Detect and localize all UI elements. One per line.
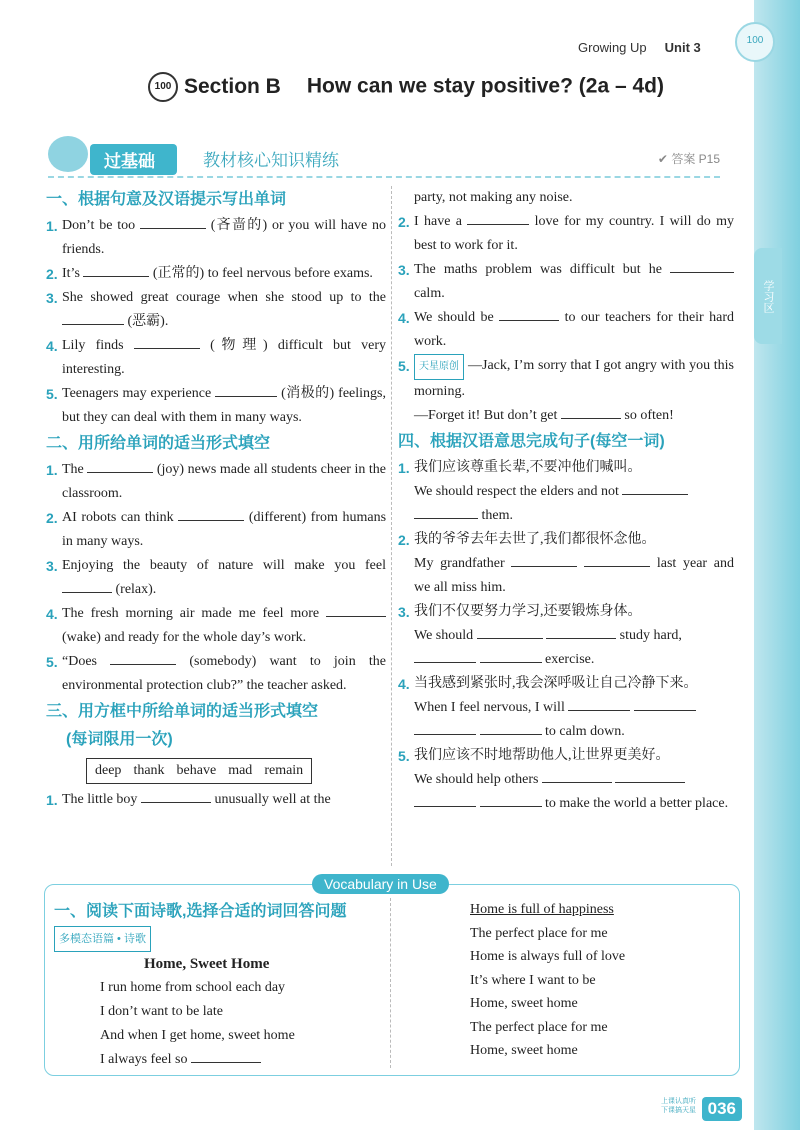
answer-blank[interactable] (499, 306, 559, 321)
vocabulary-tag: Vocabulary in Use (312, 874, 449, 894)
exercise-item: 1. The (joy) news made all students cheer in the classroom. (46, 458, 386, 506)
poem-line: The perfect place for me (470, 1019, 608, 1035)
poem-left (54, 898, 384, 1072)
side-tab: 学习区 (754, 248, 782, 344)
section-4-heading: 四、根据汉语意思完成句子(每空一词) (398, 433, 665, 450)
answer-blank[interactable] (634, 696, 696, 711)
check-icon: ✔ (657, 152, 672, 166)
exercise-item: 4. 当我感到紧张时,我会深呼吸让自己冷静下来。 When I feel nervous, I will to calm down. (398, 676, 698, 739)
answer-blank[interactable] (62, 310, 124, 325)
word: thank (133, 763, 165, 778)
section-2-heading: 二、用所给单词的适当形式填空 (46, 435, 271, 452)
column-divider (390, 898, 391, 1068)
running-header (578, 40, 701, 55)
answer-blank[interactable] (480, 720, 542, 735)
exercise-item: 4. We should be to our teachers for their hard work. (398, 306, 734, 354)
section-title: How can we stay positive? (2a – 4d) (306, 74, 664, 98)
word: deep (95, 763, 122, 778)
column-divider (391, 186, 392, 866)
exercise-item: 3. 我们不仅要努力学习,还要锻炼身体。 We should study hard, exercise. (398, 604, 682, 667)
answer-blank[interactable] (414, 504, 478, 519)
poem-line: And when I get home, sweet home (100, 1028, 295, 1043)
poem-line: I always feel so (100, 1048, 384, 1072)
section-3-heading: 三、用方框中所给单词的适当形式填空 (46, 703, 319, 720)
answer-blank[interactable] (568, 696, 630, 711)
poem-line: The perfect place for me (470, 925, 608, 941)
poem-line: Home, sweet home (470, 996, 578, 1011)
word: mad (228, 763, 253, 778)
answer-blank[interactable] (110, 650, 176, 665)
exercise-item: 2. AI robots can think (different) from humans in many ways. (46, 506, 386, 554)
exercise-item: 5. 天星原创 —Jack, I’m sorry that I got angry with you this morning. —Forget it! But don’t get so often! (398, 354, 734, 428)
answer-blank[interactable] (134, 334, 200, 349)
poem-line: Home is always full of love (470, 949, 626, 964)
exercise-item: 3. The maths problem was difficult but he calm. (398, 258, 734, 306)
exercise-item: 5. Teenagers may experience (消极的) feelings, but they can deal with them in many ways. (46, 382, 386, 430)
answer-blank[interactable] (62, 578, 112, 593)
logo-badge-icon: 100 (148, 72, 178, 102)
answer-blank[interactable] (467, 210, 529, 225)
answer-blank[interactable] (191, 1048, 261, 1063)
answer-blank[interactable] (561, 404, 621, 419)
section-bar (48, 142, 720, 172)
answer-blank[interactable] (511, 552, 577, 567)
bar-tag: 过基础 (90, 144, 177, 175)
page-title (148, 72, 664, 102)
right-column (398, 186, 734, 816)
answer-blank[interactable] (622, 480, 688, 495)
mascot-icon: 100 (735, 22, 775, 62)
cloud-icon (48, 136, 88, 172)
page-edge-decoration (754, 0, 800, 1130)
exercise-item: 5. “Does (somebody) want to join the environmental protection club?” the teacher asked. (46, 650, 386, 698)
exercise-item: 1. The little boy unusually well at the (46, 788, 386, 812)
answer-blank[interactable] (480, 648, 542, 663)
answer-blank[interactable] (477, 624, 543, 639)
poem-line: I run home from school each day (100, 980, 286, 995)
exercise-item: 2. 我的爷爷去年去世了,我们都很怀念他。 My grandfather last year and we all miss him. (398, 532, 735, 595)
unit-title: Growing Up (578, 40, 647, 55)
word: remain (264, 763, 304, 778)
answer-blank[interactable] (414, 720, 476, 735)
exercise-item: 2. I have a love for my country. I will do my best to work for it. (398, 210, 734, 258)
genre-tag: 多模态语篇 • 诗歌 (54, 926, 151, 952)
poem-line: Home is full of happiness (470, 902, 614, 917)
answer-ref: ✔ 答案 P15 (657, 152, 720, 166)
footer-note: 上课认真听 下课搞天星 (661, 1098, 696, 1114)
exercise-item: 1. Don’t be too (吝啬的) or you will have no friends. (46, 214, 386, 262)
answer-blank[interactable] (83, 262, 149, 277)
poem-right (470, 898, 730, 1063)
answer-blank[interactable] (615, 768, 685, 783)
exercise-item: 5. 我们应该不时地帮助他人,让世界更美好。 We should help others to make the world a better place. (398, 748, 729, 811)
original-tag: 天星原创 (414, 354, 464, 380)
section-label: Section B (184, 74, 281, 98)
exercise-item-continued (398, 186, 734, 210)
answer-blank[interactable] (414, 648, 476, 663)
poem-line: It’s where I want to be (470, 972, 596, 988)
exercise-item: 3. She showed great courage when she stood up to the (恶霸). (46, 290, 386, 329)
exercise-item: 1. 我们应该尊重长辈,不要冲他们喊叫。 We should respect the elders and not them. (398, 456, 734, 528)
exercise-item: 4. Lily finds (物理) difficult but very interesting. (46, 334, 386, 382)
answer-blank[interactable] (670, 258, 734, 273)
exercise-item: 4. The fresh morning air made me feel more (wake) and ready for the whole day’s work. (46, 602, 386, 650)
answer-blank[interactable] (178, 506, 244, 521)
answer-blank[interactable] (140, 214, 206, 229)
answer-blank[interactable] (480, 792, 542, 807)
answer-blank[interactable] (141, 788, 211, 803)
section-3-note: (每词限用一次) (66, 731, 173, 748)
word: behave (176, 763, 217, 778)
page-number: 036 (702, 1097, 742, 1121)
section-1-heading: 一、根据句意及汉语提示写出单词 (46, 191, 287, 208)
unit-number: Unit 3 (664, 40, 701, 55)
answer-blank[interactable] (542, 768, 612, 783)
answer-blank[interactable] (584, 552, 650, 567)
continued-text: unusually well at the (214, 792, 331, 807)
left-column (46, 186, 386, 812)
answer-blank[interactable] (326, 602, 386, 617)
exercise-item: 3. Enjoying the beauty of nature will make you feel (relax). (46, 558, 386, 597)
word-box (86, 758, 312, 784)
vocab-heading: 一、阅读下面诗歌,选择合适的词回答问题 (54, 903, 347, 920)
exercise-item: 2. It’s (正常的) to feel nervous before exams. (46, 262, 386, 286)
answer-blank[interactable] (414, 792, 476, 807)
continued-text: party, not making any noise. (414, 190, 573, 205)
poem-line: I don’t want to be late (100, 1004, 223, 1019)
answer-blank[interactable] (87, 458, 153, 473)
poem-title: Home, Sweet Home (144, 956, 270, 972)
answer-blank[interactable] (215, 382, 277, 397)
answer-blank[interactable] (546, 624, 616, 639)
divider (48, 176, 720, 178)
poem-line: Home, sweet home (470, 1043, 578, 1058)
bar-subtitle: 教材核心知识精练 (203, 151, 339, 170)
